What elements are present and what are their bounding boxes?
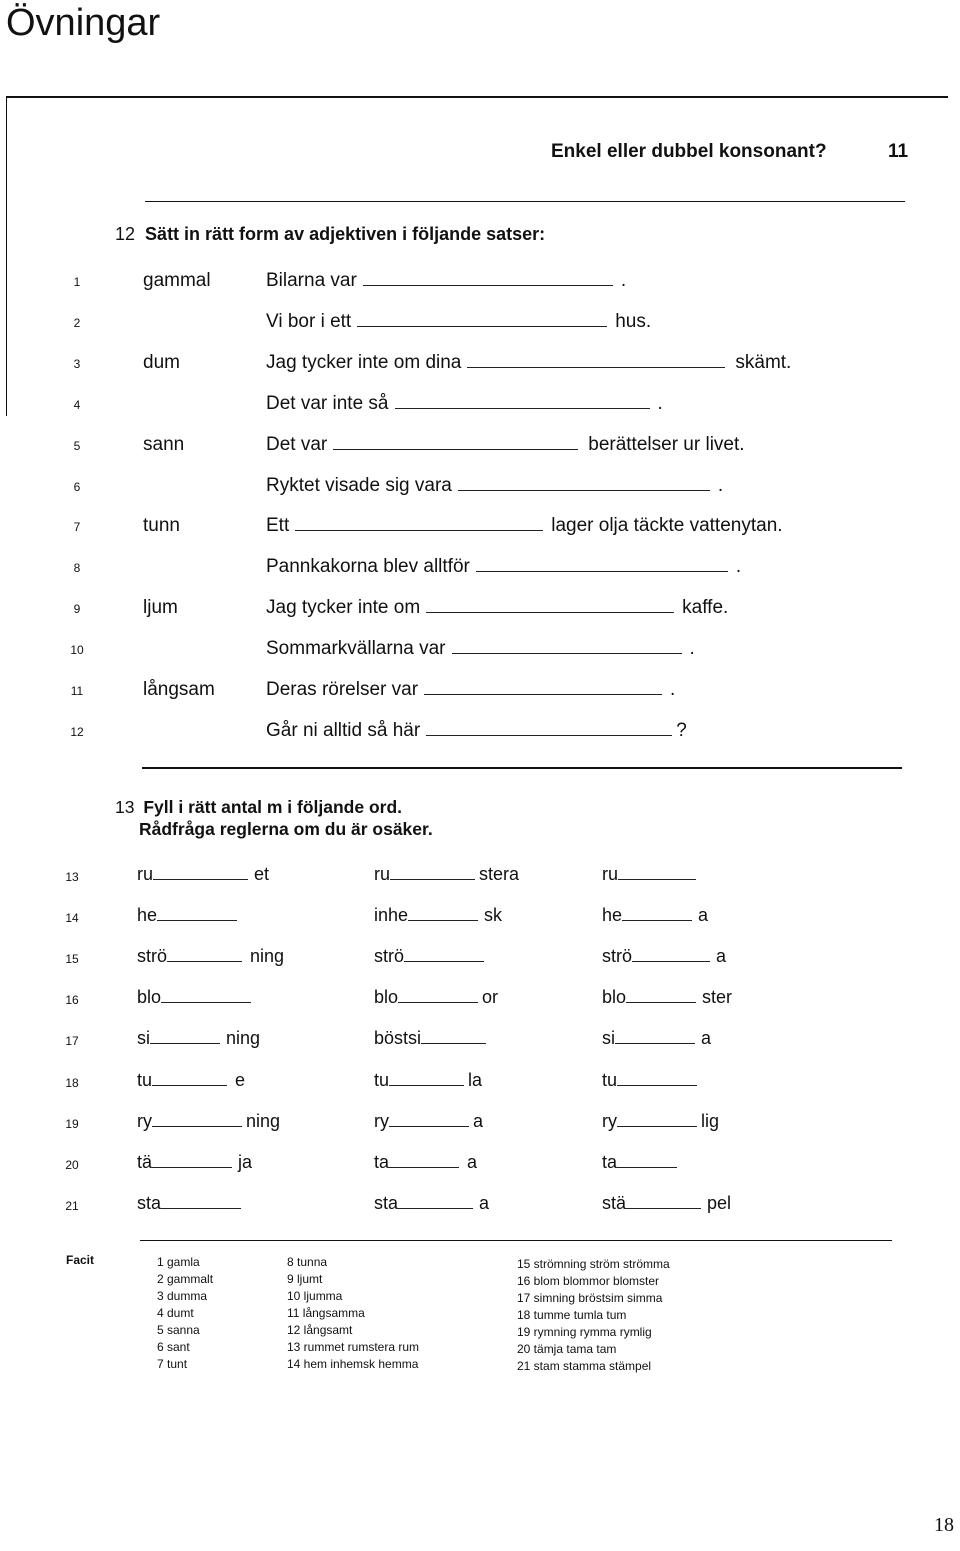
answer-key-entry: 20 tämja tama tam xyxy=(517,1342,617,1356)
word-fill-item xyxy=(374,864,519,885)
word-end: pel xyxy=(707,1192,732,1213)
answer-key-entry: 9 ljumt xyxy=(287,1272,323,1286)
adjective-label: tunn xyxy=(143,515,180,537)
facit-label: Facit xyxy=(66,1253,95,1267)
sentence-end: . xyxy=(620,270,627,291)
item-number: 20 xyxy=(65,1157,79,1172)
word-start: he xyxy=(137,905,158,926)
header-rule xyxy=(145,201,905,202)
word-end: a xyxy=(716,946,727,967)
answer-blank[interactable] xyxy=(426,721,672,736)
answer-blank[interactable] xyxy=(150,1029,220,1044)
answer-blank[interactable] xyxy=(395,394,650,409)
page-title: Övningar xyxy=(6,2,161,44)
word-end: ning xyxy=(226,1028,261,1049)
sentence xyxy=(266,393,663,415)
sentence-end: berättelser ur livet. xyxy=(588,433,745,455)
adjective-label: sann xyxy=(143,433,185,455)
adjective-label: dum xyxy=(143,351,180,373)
item-number: 8 xyxy=(73,561,81,576)
section-title: Enkel eller dubbel konsonant? xyxy=(551,141,827,162)
answer-blank[interactable] xyxy=(363,271,613,286)
answer-blank[interactable] xyxy=(626,988,696,1003)
item-number: 14 xyxy=(65,911,79,926)
word-start: ta xyxy=(374,1151,390,1172)
word-fill-item xyxy=(374,1193,489,1214)
exercise-number: 12 xyxy=(115,224,136,244)
word-end: a xyxy=(473,1110,484,1131)
answer-blank[interactable] xyxy=(161,988,251,1003)
word-fill-item xyxy=(374,1028,486,1049)
answer-blank[interactable] xyxy=(476,557,728,572)
item-number: 12 xyxy=(70,724,84,739)
answer-blank[interactable] xyxy=(617,1153,677,1168)
word-end: ster xyxy=(702,987,733,1008)
item-number: 19 xyxy=(65,1116,79,1131)
word-start: inhe xyxy=(374,905,409,926)
answer-key-entry: 18 tumme tumla tum xyxy=(517,1308,627,1322)
answer-blank[interactable] xyxy=(408,906,478,921)
answer-blank[interactable] xyxy=(152,1153,232,1168)
sentence xyxy=(266,311,651,333)
exercise-12-heading xyxy=(115,224,545,245)
word-end: ja xyxy=(238,1151,253,1172)
word-end: or xyxy=(482,987,499,1008)
adjective-label: långsam xyxy=(143,679,215,700)
page-number: 18 xyxy=(934,1514,954,1536)
word-fill-item xyxy=(374,1111,483,1132)
answer-key-entry: 11 långsamma xyxy=(287,1306,365,1320)
sentence-end: . xyxy=(670,679,676,700)
item-number: 9 xyxy=(73,602,81,617)
answer-key-entry: 2 gammalt xyxy=(157,1272,214,1286)
answer-blank[interactable] xyxy=(467,353,725,368)
word-start: tu xyxy=(602,1069,618,1090)
sentence-start: Ett xyxy=(266,515,290,537)
chapter-number: 11 xyxy=(888,141,909,162)
word-end: a xyxy=(701,1028,712,1049)
sentence-end: ? xyxy=(676,719,687,741)
item-number: 4 xyxy=(73,397,81,412)
word-start: böstsi xyxy=(374,1028,422,1049)
answer-key-entry: 17 simning bröstsim simma xyxy=(517,1291,663,1305)
answer-key-entry: 19 rymning rymma rymlig xyxy=(517,1325,652,1339)
answer-blank[interactable] xyxy=(617,1071,697,1086)
answer-key-entry: 10 ljumma xyxy=(287,1289,343,1303)
word-fill-item xyxy=(374,905,502,926)
sentence xyxy=(266,720,687,742)
answer-blank[interactable] xyxy=(389,1112,469,1127)
word-end: la xyxy=(468,1069,483,1090)
word-fill-item xyxy=(137,946,284,967)
answer-key-entry: 8 tunna xyxy=(287,1255,328,1269)
item-number: 15 xyxy=(65,952,79,967)
exercise-13-heading xyxy=(115,796,433,840)
answer-blank[interactable] xyxy=(390,865,475,880)
word-start: blo xyxy=(602,987,627,1008)
answer-blank[interactable] xyxy=(152,1112,242,1127)
word-fill-item xyxy=(374,987,498,1008)
word-start: strö xyxy=(374,946,405,967)
answer-blank[interactable] xyxy=(626,1194,701,1209)
answer-blank[interactable] xyxy=(167,947,242,962)
word-fill-item xyxy=(602,1111,719,1132)
item-number: 21 xyxy=(65,1198,79,1213)
answer-blank[interactable] xyxy=(615,1029,695,1044)
facit-rule xyxy=(140,1240,892,1241)
word-end: sk xyxy=(484,905,503,926)
sentence xyxy=(266,556,741,578)
sentence-start: Går ni alltid så här xyxy=(266,719,421,741)
answer-blank[interactable] xyxy=(295,516,543,531)
exercise-number: 13 xyxy=(115,797,135,817)
item-number: 18 xyxy=(65,1075,79,1090)
word-end: a xyxy=(467,1151,478,1172)
word-end: a xyxy=(479,1192,490,1213)
sentence-end: kaffe. xyxy=(682,597,729,619)
answer-key-entry: 5 sanna xyxy=(157,1323,200,1337)
answer-blank[interactable] xyxy=(424,680,662,695)
sentence-start: Deras rörelser var xyxy=(266,679,419,700)
word-end: ning xyxy=(250,946,285,967)
item-number: 5 xyxy=(73,438,81,453)
word-start: sta xyxy=(374,1192,399,1213)
word-start: tä xyxy=(137,1151,153,1172)
adjective-label: gammal xyxy=(143,270,211,291)
word-fill-item xyxy=(137,987,251,1008)
sentence-start: Det var xyxy=(266,433,328,455)
answer-blank[interactable] xyxy=(452,639,682,654)
word-start: tu xyxy=(374,1069,390,1090)
sentence-start: Sommarkvällarna var xyxy=(266,638,446,660)
sentence-end: . xyxy=(657,392,663,414)
facit-column-3 xyxy=(517,1256,670,1375)
item-number: 11 xyxy=(70,684,84,698)
facit-column-2 xyxy=(287,1254,419,1373)
exercise-instruction: Sätt in rätt form av adjektiven i följande satser: xyxy=(145,224,546,244)
top-rule xyxy=(6,96,948,98)
word-fill-item xyxy=(137,905,237,926)
answer-blank[interactable] xyxy=(152,1071,227,1086)
word-start: ru xyxy=(602,864,619,884)
sentence-end: . xyxy=(735,556,742,578)
word-fill-item xyxy=(137,864,269,885)
exercise-instruction-line1: Fyll i rätt antal m i följande ord. xyxy=(143,797,402,817)
sentence-start: Pannkakorna blev alltför xyxy=(266,556,470,578)
sentence xyxy=(266,475,723,497)
answer-key-entry: 21 stam stamma stämpel xyxy=(517,1359,652,1373)
sentence-start: Ryktet visade sig vara xyxy=(266,474,452,496)
answer-key-entry: 3 dumma xyxy=(157,1289,208,1303)
sentence-end: . xyxy=(689,638,695,660)
sentence xyxy=(266,679,675,701)
word-fill-item xyxy=(374,946,484,967)
word-start: stä xyxy=(602,1192,627,1213)
answer-blank[interactable] xyxy=(426,598,674,613)
sentence-end: lager olja täckte vattenytan. xyxy=(551,515,783,537)
word-end: a xyxy=(698,905,709,926)
word-fill-item xyxy=(602,987,732,1008)
word-start: ry xyxy=(137,1110,152,1131)
facit-column-1 xyxy=(157,1254,213,1373)
item-number: 10 xyxy=(70,643,84,658)
item-number: 1 xyxy=(73,275,81,289)
answer-blank[interactable] xyxy=(622,906,692,921)
word-fill-item xyxy=(137,1152,252,1173)
sentence xyxy=(266,434,745,456)
word-fill-item xyxy=(374,1152,477,1173)
answer-key-entry: 16 blom blommor blomster xyxy=(517,1274,660,1288)
word-end: ning xyxy=(246,1110,281,1131)
item-number: 3 xyxy=(73,356,81,371)
word-fill-item xyxy=(602,1152,677,1173)
answer-blank[interactable] xyxy=(398,988,478,1003)
word-start: ru xyxy=(374,864,391,884)
answer-blank[interactable] xyxy=(421,1029,486,1044)
sentence-start: Vi bor i ett xyxy=(266,310,352,332)
sentence-start: Det var inte så xyxy=(266,392,389,414)
answer-blank[interactable] xyxy=(398,1194,473,1209)
answer-key-entry: 1 gamla xyxy=(157,1255,200,1269)
item-number: 16 xyxy=(65,993,79,1008)
word-fill-item xyxy=(374,1070,482,1091)
word-fill-item xyxy=(602,946,726,967)
sentence xyxy=(266,638,695,660)
word-start: ru xyxy=(137,864,154,884)
word-start: si xyxy=(137,1028,150,1049)
item-number: 2 xyxy=(73,315,81,330)
sentence-end: hus. xyxy=(615,310,652,332)
answer-blank[interactable] xyxy=(161,1194,241,1209)
sentence-start: Jag tycker inte om dina xyxy=(266,351,462,373)
answer-blank[interactable] xyxy=(617,1112,697,1127)
answer-blank[interactable] xyxy=(458,476,710,491)
answer-blank[interactable] xyxy=(632,947,710,962)
word-fill-item xyxy=(602,864,696,885)
left-margin-rule xyxy=(6,96,7,416)
sentence-end: skämt. xyxy=(735,351,792,373)
sentence-start: Jag tycker inte om xyxy=(266,597,421,619)
word-start: ta xyxy=(602,1151,618,1172)
word-start: ry xyxy=(374,1110,389,1131)
word-start: blo xyxy=(374,987,399,1008)
answer-blank[interactable] xyxy=(389,1071,464,1086)
answer-key-entry: 15 strömning ström strömma xyxy=(517,1257,670,1271)
word-fill-item xyxy=(602,1028,711,1049)
answer-key-entry: 7 tunt xyxy=(157,1357,188,1371)
sentence-end: . xyxy=(717,474,724,496)
word-fill-item xyxy=(137,1028,260,1049)
word-fill-item xyxy=(602,1193,731,1214)
item-number: 17 xyxy=(65,1034,79,1049)
answer-blank[interactable] xyxy=(618,865,696,880)
word-fill-item xyxy=(602,1070,697,1091)
word-end: stera xyxy=(479,864,520,884)
word-start: blo xyxy=(137,987,162,1008)
word-end: e xyxy=(235,1069,246,1090)
sentence xyxy=(266,515,783,537)
exercise-12-rule xyxy=(142,767,902,769)
word-fill-item xyxy=(602,905,708,926)
answer-blank[interactable] xyxy=(153,865,248,880)
sentence xyxy=(266,597,728,619)
answer-key-entry: 14 hem inhemsk hemma xyxy=(287,1357,419,1371)
word-start: sta xyxy=(137,1192,162,1213)
sentence-start: Bilarna var xyxy=(266,270,357,291)
answer-blank[interactable] xyxy=(389,1153,459,1168)
sentence xyxy=(266,352,791,374)
item-number: 6 xyxy=(73,479,81,494)
answer-key-entry: 6 sant xyxy=(157,1340,190,1354)
word-start: he xyxy=(602,905,623,926)
answer-key-entry: 12 långsamt xyxy=(287,1323,353,1337)
adjective-label: ljum xyxy=(143,597,178,619)
word-fill-item xyxy=(137,1193,241,1214)
word-fill-item xyxy=(137,1070,245,1091)
word-start: tu xyxy=(137,1069,153,1090)
item-number: 7 xyxy=(73,520,81,535)
answer-blank[interactable] xyxy=(404,947,484,962)
answer-key-entry: 13 rummet rumstera rum xyxy=(287,1340,420,1354)
word-start: ry xyxy=(602,1110,617,1131)
answer-blank[interactable] xyxy=(157,906,237,921)
answer-blank[interactable] xyxy=(333,435,578,450)
word-start: strö xyxy=(602,946,633,967)
word-fill-item xyxy=(137,1111,280,1132)
exercise-instruction-line2: Rådfråga reglerna om du är osäker. xyxy=(139,819,433,839)
sentence xyxy=(266,270,626,292)
word-start: si xyxy=(602,1028,615,1049)
word-end: et xyxy=(254,864,270,884)
item-number: 13 xyxy=(65,870,79,884)
word-end: lig xyxy=(701,1110,720,1131)
word-start: strö xyxy=(137,946,168,967)
answer-blank[interactable] xyxy=(357,312,607,327)
answer-key-entry: 4 dumt xyxy=(157,1306,194,1320)
